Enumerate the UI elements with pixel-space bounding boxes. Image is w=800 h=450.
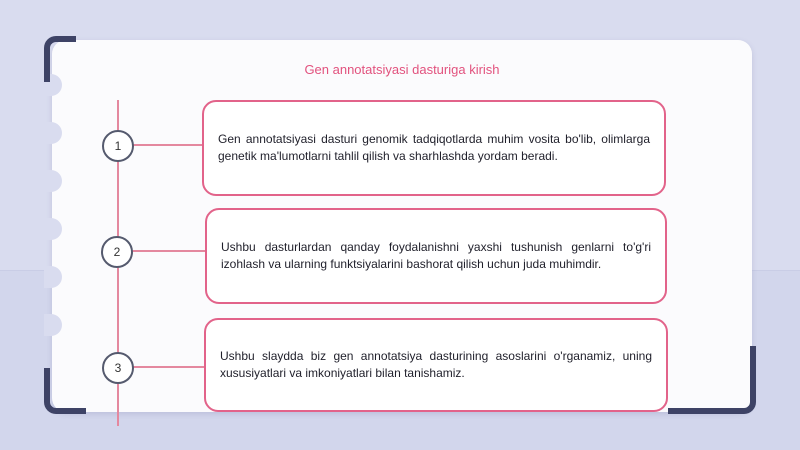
step-box xyxy=(202,100,666,196)
slide-title: Gen annotatsiyasi dasturiga kirish xyxy=(304,62,500,77)
step-text: Ushbu slaydda biz gen annotatsiya dasturining asoslarini o'rganamiz, uning xususiyatlari va imkoniyatlari bilan tanishamiz. xyxy=(220,349,652,380)
step-number-badge xyxy=(102,130,134,162)
step-text: Ushbu dasturlardan qanday foydalanishni yaxshi tushunish genlarni to'g'ri izohlash va ularning funktsiyalarini bashorat qilish uchun juda muhimdir. xyxy=(221,240,651,271)
corner-bracket-bottom-left xyxy=(44,368,86,414)
step-box xyxy=(204,318,668,412)
step-number: 3 xyxy=(114,361,122,375)
step-box xyxy=(205,208,667,304)
step-number: 2 xyxy=(113,245,121,259)
step-connector xyxy=(133,144,203,146)
step-number-badge xyxy=(101,236,133,268)
step-number: 1 xyxy=(114,139,122,153)
step-text: Gen annotatsiyasi dasturi genomik tadqiqotlarda muhim vosita bo'lib, olimlarga genetik ma'lumotlarni tahlil qilish va sharhlashda yordam beradi. xyxy=(218,132,650,163)
step-connector xyxy=(133,366,205,368)
step-number-badge xyxy=(102,352,134,384)
step-connector xyxy=(132,250,206,252)
corner-bracket-bottom-right xyxy=(668,346,756,414)
